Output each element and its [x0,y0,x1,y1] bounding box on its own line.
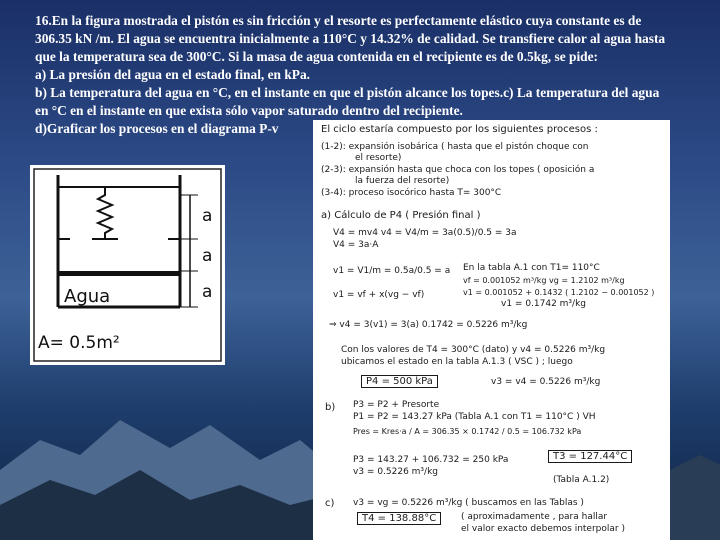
right-mountains [670,455,720,540]
question-a: a) La presión del agua en el estado final, en kPa. [35,67,311,82]
v1-quality-equation: v1 = vf + x(vg − vf) [333,290,425,300]
b-line-3: Pres = Kres·a / A = 306.35 × 0.1742 / 0.5 = 106.732 kPa [353,427,582,436]
c-line-4: el valor exacto debemos interpolar ) [461,524,625,534]
process-2-3: (2-3): expansión hasta que choca con los topes ( oposición a [321,165,595,175]
part-a-title: a) Cálculo de P4 ( Presión final ) [321,210,481,221]
table-lookup-3: v1 = 0.1742 m³/kg [501,299,586,309]
question-c-cont: en °C en el instante en que exista sólo vapor saturado dentro del recipiente. [35,103,463,118]
area-label: A= 0.5m² [38,333,120,353]
question-d: d)Graficar los procesos en el diagrama P-v [35,121,279,136]
dimension-label-bottom: a [202,282,213,302]
process-1-2-cont: el resorte) [355,153,402,163]
dimension-label-mid: a [202,246,213,266]
table-reference: (Tabla A.1.2) [553,475,610,485]
b-line-5: v3 = 0.5226 m³/kg [353,467,438,477]
part-c-label: c) [325,498,335,509]
table-lookup-1: vf = 0.001052 m³/kg vg = 1.2102 m³/kg [463,276,625,285]
piston [59,271,179,276]
water-label: Agua [64,286,111,307]
p4-result-box: P4 = 500 kPa [361,375,438,388]
t4-result-box: T4 = 138.88°C [357,512,441,525]
problem-line: 16.En la figura mostrada el pistón es sin fricción y el resorte es perfectamente elástico cuya constante es de [35,13,642,28]
table-lookup-2: v1 = 0.001052 + 0.1432 ( 1.2102 − 0.001052 ) [463,288,655,297]
piston-figure [30,165,225,365]
known-values-2: ubicamos el estado en la tabla A.1.3 ( VSC ) ; luego [341,357,573,367]
piston-diagram [30,165,225,365]
t3-result-box: T3 = 127.44°C [548,450,632,463]
dimension-label-top: a [202,206,213,226]
handwritten-solution-panel [313,120,670,540]
v4-result: ⇒ v4 = 3(v1) = 3(a) 0.1742 = 0.5226 m³/kg [329,320,528,330]
v1-equation: v1 = V1/m = 0.5a/0.5 = a [333,266,451,276]
b-line-4: P3 = 143.27 + 106.732 = 250 kPa [353,455,509,465]
spring-icon [98,187,112,239]
b-line-2: P1 = P2 = 143.27 kPa (Tabla A.1 con T1 = 110°C ) VH [353,412,596,422]
v3-equals-v4: v3 = v4 = 0.5226 m³/kg [491,377,601,387]
solution-title: El ciclo estaría compuesto por los siguientes procesos : [321,124,598,135]
v4-equation: V4 = mv4 v4 = V4/m = 3a(0.5)/0.5 = 3a [333,228,517,238]
process-2-3-cont: la fuerza del resorte) [355,176,450,186]
known-values-1: Con los valores de T4 = 300°C (dato) y v4 = 0.5226 m³/kg [341,345,606,355]
v4-equation-2: V4 = 3a·A [333,240,379,250]
table-lookup-title: En la tabla A.1 con T1= 110°C [463,263,600,273]
c-line-3: ( aproximadamente , para hallar [461,512,608,522]
part-b-label: b) [325,402,336,413]
process-1-2: (1-2): expansión isobárica ( hasta que el pistón choque con [321,142,589,152]
c-line-1: v3 = vg = 0.5226 m³/kg ( buscamos en las Tablas ) [353,498,584,508]
problem-line: 306.35 kN /m. El agua se encuentra inicialmente a 110°C y 14.32% de calidad. Se transfiere calor al agua hasta [35,31,666,46]
b-line-1: P3 = P2 + Presorte [353,400,440,410]
question-b-c: b) La temperatura del agua en °C, en el instante en que el pistón alcance los topes.c) La temperatura del agua [35,85,660,100]
process-3-4: (3-4): proceso isocórico hasta T= 300°C [321,188,502,198]
problem-line: que la temperatura sea de 300°C. Si la masa de agua contenida en el recipiente es de 0.5kg, se pide: [35,49,599,64]
